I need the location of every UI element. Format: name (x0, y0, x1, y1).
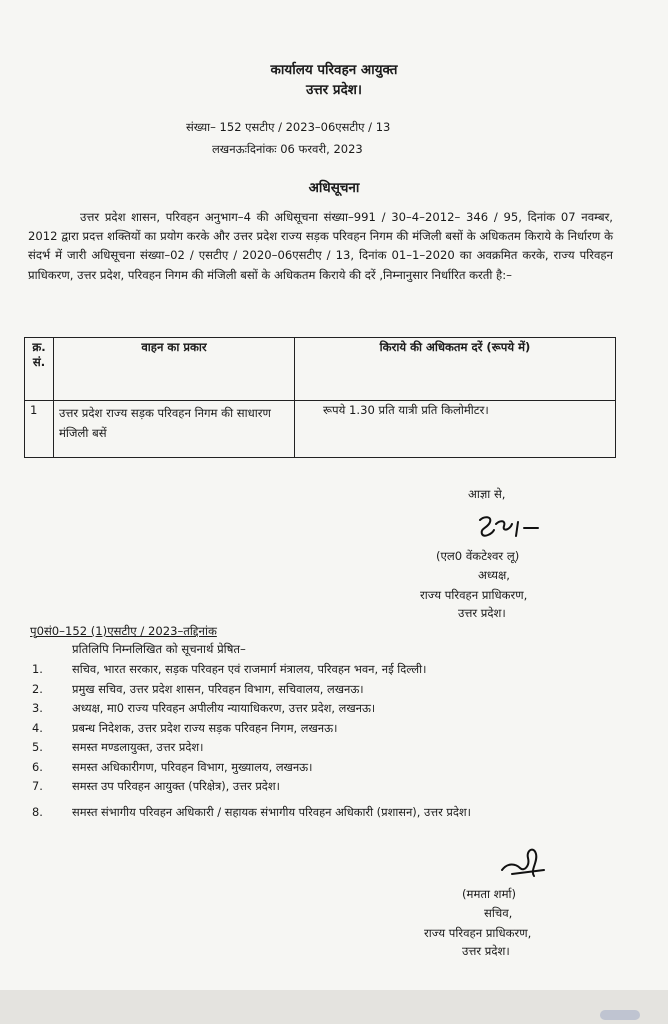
bottom-edge (0, 990, 668, 1024)
copy-intro: प्रतिलिपि निम्नलिखित को सूचनार्थ प्रेषित– (72, 642, 246, 656)
office-state: उत्तर प्रदेश। (305, 82, 363, 98)
list-item: 4. प्रबन्ध निदेशक, उत्तर प्रदेश राज्य सड़क परिवहन निगम, लखनऊ। (32, 720, 338, 735)
list-item: 6. समस्त अधिकारीगण, परिवहन विभाग, मुख्यालय, लखनऊ। (32, 759, 313, 774)
list-item: 1. सचिव, भारत सरकार, सड़क परिवहन एवं राजमार्ग मंत्रालय, परिवहन भवन, नई दिल्ली। (32, 662, 427, 676)
notification-title: अधिसूचना (308, 180, 360, 196)
reference-number: संख्या– 152 एसटीए / 2023–06एसटीए / 13 (186, 120, 391, 134)
table-header-cell: वाहन का प्रकार (54, 338, 295, 401)
list-item: 2. प्रमुख सचिव, उत्तर प्रदेश शासन, परिवहन विभाग, सचिवालय, लखनऊ। (32, 681, 364, 696)
list-item: 5. समस्त मण्डलायुक्त, उत्तर प्रदेश। (32, 740, 204, 754)
table-cell: 1 (25, 401, 54, 458)
notification-body: उत्तर प्रदेश शासन, परिवहन अनुभाग–4 की अधिसूचना संख्या–991 / 30–4–2012– 346 / 95, दिनांक 07 नवम्बर, 2012 द्वारा प्रदत्त शक्तियों का प्रयोग करके और उत्तर प्रदेश राज्य सड़क परिवहन निगम की मंजिली बसों के अधिकतम किराये के निर्धारण के संदर्भ में जारी अधिसूचना संख्या–02 / एसटीए / 2020–06एसटीए / 13, दिनांक 01–1–2020 का अवक्रमित करके, राज्य परिवहन प्राधिकरण, उत्तर प्रदेश, परिवहन निगम की मंजिली बसों के अधिकतम किराये की दरें ,निम्नानुसार निर्धारित करती है:– (28, 210, 613, 282)
order-text: आज्ञा से, (468, 487, 506, 501)
copy-reference: पृ0सं0–152 (1)एसटीए / 2023–तद्दिनांक (30, 624, 217, 638)
signatory-name: (ममता शर्मा) (462, 887, 517, 901)
signatory-designation: अध्यक्ष, (478, 568, 510, 582)
signature-mark (474, 512, 544, 542)
reference-date: लखनऊःदिनांकः 06 फरवरी, 2023 (212, 142, 363, 156)
list-item: 3. अध्यक्ष, मा0 राज्य परिवहन अपीलीय न्यायाधिकरण, उत्तर प्रदेश, लखनऊ। (32, 701, 376, 715)
signatory-state: उत्तर प्रदेश। (458, 606, 506, 620)
table-header-cell: क्र. सं. (25, 338, 54, 401)
scroll-indicator (600, 1010, 640, 1020)
signatory-name: (एल0 वेंकटेश्वर लू) (436, 549, 520, 563)
signatory-authority: राज्य परिवहन प्राधिकरण, (424, 926, 532, 940)
table-header-row (25, 338, 616, 401)
signatory-designation: सचिव, (484, 906, 513, 920)
signatory-authority: राज्य परिवहन प्राधिकरण, (420, 588, 528, 602)
table-header-cell: किराये की अधिकतम दरें (रूपये में) (295, 338, 616, 401)
fare-table (24, 337, 616, 458)
table-row (25, 401, 616, 458)
table-cell: उत्तर प्रदेश राज्य सड़क परिवहन निगम की साधारण मंजिली बसें (54, 401, 295, 458)
signature-mark (494, 840, 554, 885)
list-item: 8. समस्त संभागीय परिवहन अधिकारी / सहायक संभागीय परिवहन अधिकारी (प्रशासन), उत्तर प्रदेश। (32, 804, 471, 819)
signatory-state: उत्तर प्रदेश। (462, 944, 510, 958)
office-title: कार्यालय परिवहन आयुक्त (270, 62, 398, 78)
copy-list (32, 660, 592, 822)
table-cell: रूपये 1.30 प्रति यात्री प्रति किलोमीटर। (295, 401, 616, 458)
list-item: 7. समस्त उप परिवहन आयुक्त (परिक्षेत्र), उत्तर प्रदेश। (32, 779, 280, 793)
